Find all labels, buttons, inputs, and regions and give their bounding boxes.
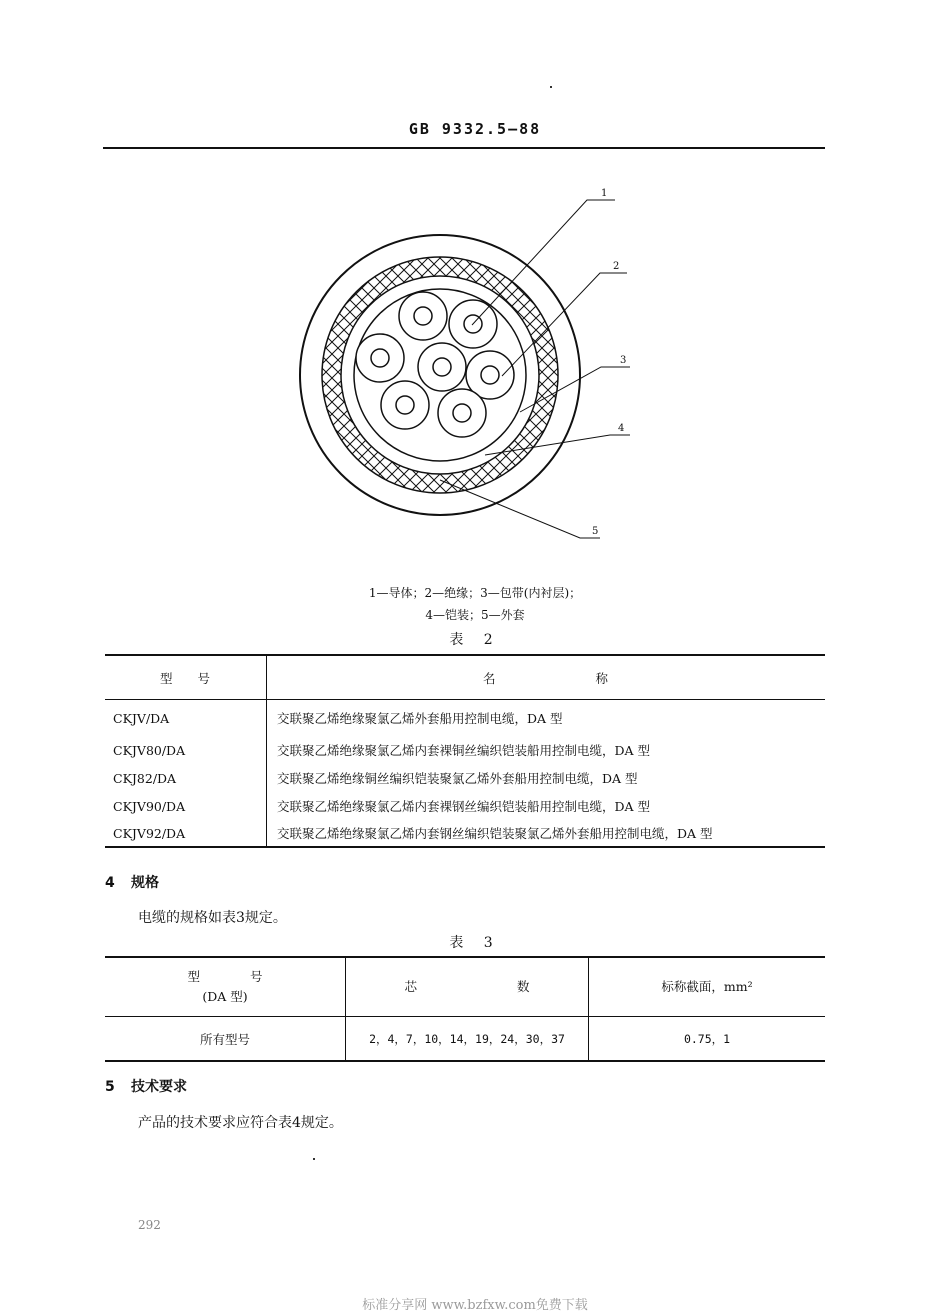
page-number: 292 [138,1218,161,1232]
section-4-number: 4 [105,875,115,891]
model-cell: CKJV/DA [105,700,267,737]
name-cell: 交联聚乙烯绝缘聚氯乙烯内套钢丝编织铠装聚氯乙烯外套船用控制电缆，DA 型 [277,826,713,841]
table-3-header-model [105,957,346,1017]
cores-cell: 2，4，7，10，14，19，24，30，37 [346,1017,589,1062]
table-row [105,700,825,737]
table-row [105,820,825,847]
model-cell: CKJV80/DA [105,736,267,764]
name-cell: 交联聚乙烯绝缘铜丝编织铠装聚氯乙烯外套船用控制电缆，DA 型 [277,771,638,786]
table-2-header-name: 名 称 [267,655,826,700]
figure-legend-line-2: 4—铠装；5—外套 [425,608,525,622]
table-row [105,736,825,764]
model-cell: CKJ82/DA [105,764,267,792]
section-4-text: 电缆的规格如表3规定。 [138,910,287,926]
table-2-header-model: 型 号 [105,655,267,700]
table-2-title: 表 2 [449,632,501,648]
conductor-left-core [371,349,389,367]
name-cell: 交联聚乙烯绝缘聚氯乙烯内套裸钢丝编织铠装船用控制电缆，DA 型 [277,799,651,814]
section-5-text: 产品的技术要求应符合表4规定。 [138,1115,343,1131]
conductor-right-core [481,366,499,384]
table-3-header-section: 标称截面，mm² [589,957,826,1017]
footer-watermark: 标准分享网 www.bzfxw.com免费下载 [362,1298,588,1313]
section-5-number: 5 [105,1079,115,1095]
model-cell: CKJV90/DA [105,792,267,820]
table-3-header-cores: 芯 数 [346,957,589,1017]
callout-5: 5 [592,526,599,537]
conductor-bottom-right-core [453,404,471,422]
cable-cross-section-diagram [290,180,650,540]
conductor-center-core [433,358,451,376]
table-row [105,792,825,820]
section-cell: 0.75，1 [683,1031,731,1046]
table-row [105,764,825,792]
scan-speck [313,1158,315,1160]
table-3-header-model-line-1: 型 号 [187,969,263,984]
conductor-top-left-core [414,307,432,325]
header-rule [103,147,825,149]
table-row [105,1017,825,1062]
standard-number: GB 9332.5—88 [408,120,542,138]
section-5-title: 技术要求 [131,1079,187,1095]
section-5-heading [105,1076,187,1096]
conductor-bottom-left-core [396,396,414,414]
name-cell: 交联聚乙烯绝缘聚氯乙烯外套船用控制电缆，DA 型 [277,711,563,726]
callout-3: 3 [620,355,627,366]
callout-4: 4 [618,423,625,434]
callout-1: 1 [601,188,608,199]
table-2 [105,654,825,848]
table-3-title: 表 3 [449,935,501,951]
section-4-heading [105,872,159,892]
table-3-header-model-line-2: (DA 型) [202,989,248,1004]
table-3 [105,956,825,1062]
section-4-title: 规格 [131,875,159,891]
name-cell: 交联聚乙烯绝缘聚氯乙烯内套裸铜丝编织铠装船用控制电缆，DA 型 [277,743,651,758]
callout-2: 2 [613,261,620,272]
model-cell: CKJV92/DA [105,820,267,847]
figure-legend-line-1: 1—导体；2—绝缘；3—包带(内衬层)； [368,586,582,600]
model-cell: 所有型号 [105,1017,346,1062]
scan-speck [550,86,552,88]
